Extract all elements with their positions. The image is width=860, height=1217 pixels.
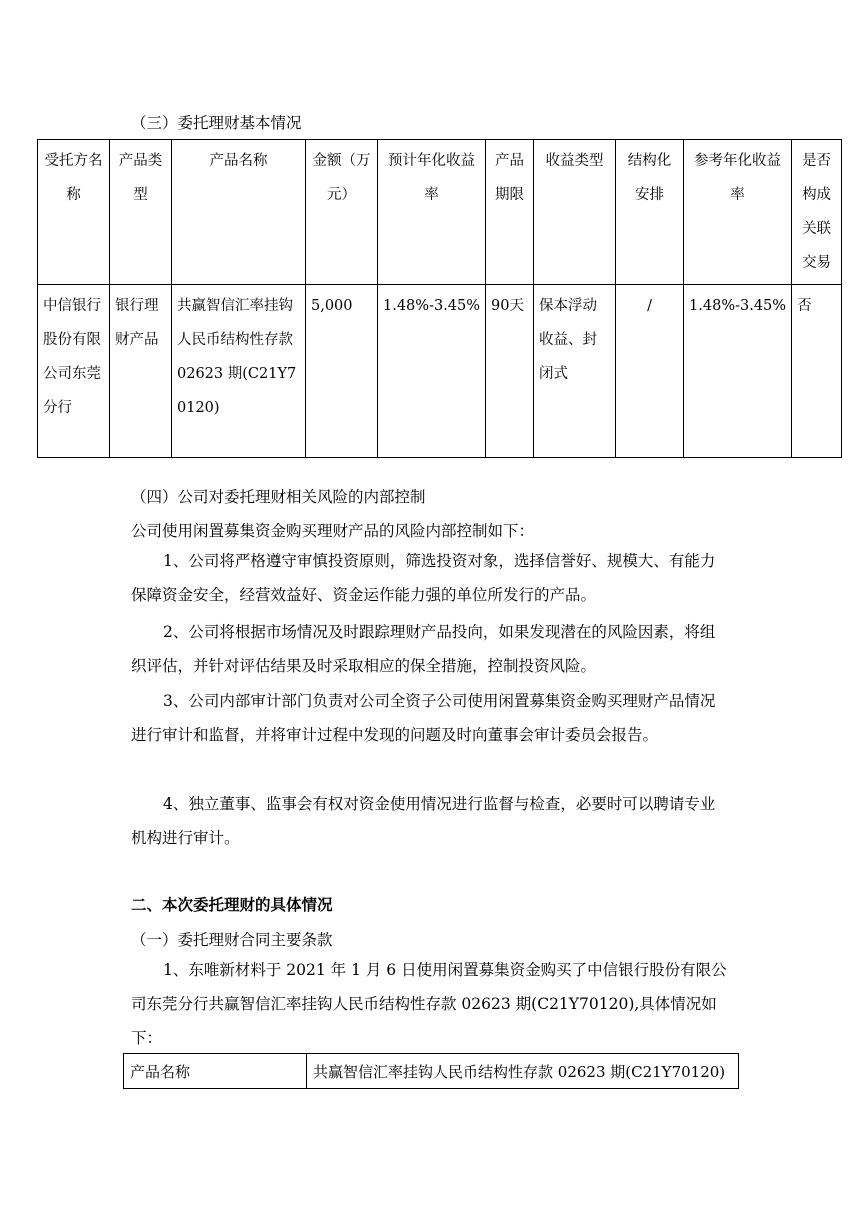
cell-reference-yield: 1.48%-3.45% (689, 298, 787, 314)
cell-term: 90天 (491, 298, 524, 314)
header-structure: 结构化安排 (627, 153, 672, 203)
cell-amount: 5,000 (311, 298, 353, 314)
contract-terms-table (123, 1053, 739, 1089)
product-name-value: 共赢智信汇率挂钩人民币结构性存款 02623 期(C21Y70120) (307, 1054, 739, 1089)
cell-product-type: 银行理财产品 (115, 298, 159, 348)
table-row (124, 1054, 739, 1089)
risk-item-2: 2、公司将根据市场情况及时跟踪理财产品投向，如果发现潜在的风险因素，将组织评估，并针对评估结果及时采取相应的保全措施，控制投资风险。 (131, 623, 716, 675)
header-related-party: 是否构成关联交易 (802, 153, 832, 271)
header-term: 产品期限 (495, 153, 525, 203)
risk-item-4: 4、独立董事、监事会有权对资金使用情况进行监督与检查，必要时可以聘请专业机构进行审计。 (131, 795, 716, 847)
header-product-type: 产品类型 (118, 153, 163, 203)
risk-item-3: 3、公司内部审计部门负责对公司全资子公司使用闲置募集资金购买理财产品情况进行审计和监督，并将审计过程中发现的问题及时向董事会审计委员会报告。 (131, 692, 716, 744)
table-header-row (38, 140, 842, 285)
cell-expected-yield: 1.48%-3.45% (383, 298, 481, 314)
part-2-paragraph-1: 1、东唯新材料于 2021 年 1 月 6 日使用闲置募集资金购买了中信银行股份有限公司东莞分行共赢智信汇率挂钩人民币结构性存款 02623 期(C21Y70120),具体情况如下： (131, 961, 727, 1047)
header-reference-yield: 参考年化收益率 (694, 153, 782, 203)
cell-product-name: 共赢智信汇率挂钩人民币结构性存款 02623 期(C21Y70120) (177, 298, 297, 416)
header-product-name: 产品名称 (209, 153, 268, 169)
header-income-type: 收益类型 (545, 153, 604, 169)
cell-structure: / (647, 298, 652, 314)
header-expected-yield: 预计年化收益率 (388, 153, 476, 203)
section-4-intro: 公司使用闲置募集资金购买理财产品的风险内部控制如下： (131, 522, 535, 540)
section-title-4: （四）公司对委托理财相关风险的内部控制 (131, 488, 426, 506)
cell-income-type: 保本浮动收益、封闭式 (539, 298, 598, 382)
header-amount: 金额（万元） (312, 153, 371, 203)
risk-item-1: 1、公司将严格遵守审慎投资原则，筛选投资对象，选择信誉好、规模大、有能力保障资金安全，经营效益好、资金运作能力强的单位所发行的产品。 (131, 552, 716, 604)
product-name-label: 产品名称 (124, 1054, 307, 1089)
cell-trustee: 中信银行股份有限公司东莞分行 (43, 298, 101, 416)
part-2-title: 二、本次委托理财的具体情况 (131, 895, 333, 914)
entrusted-wealth-table (37, 139, 842, 458)
part-2-subtitle-1: （一）委托理财合同主要条款 (131, 931, 333, 949)
section-title-3: （三）委托理财基本情况 (131, 114, 302, 132)
header-trustee: 受托方名称 (44, 153, 103, 203)
cell-related-party: 否 (797, 298, 812, 314)
table-row (38, 285, 842, 458)
